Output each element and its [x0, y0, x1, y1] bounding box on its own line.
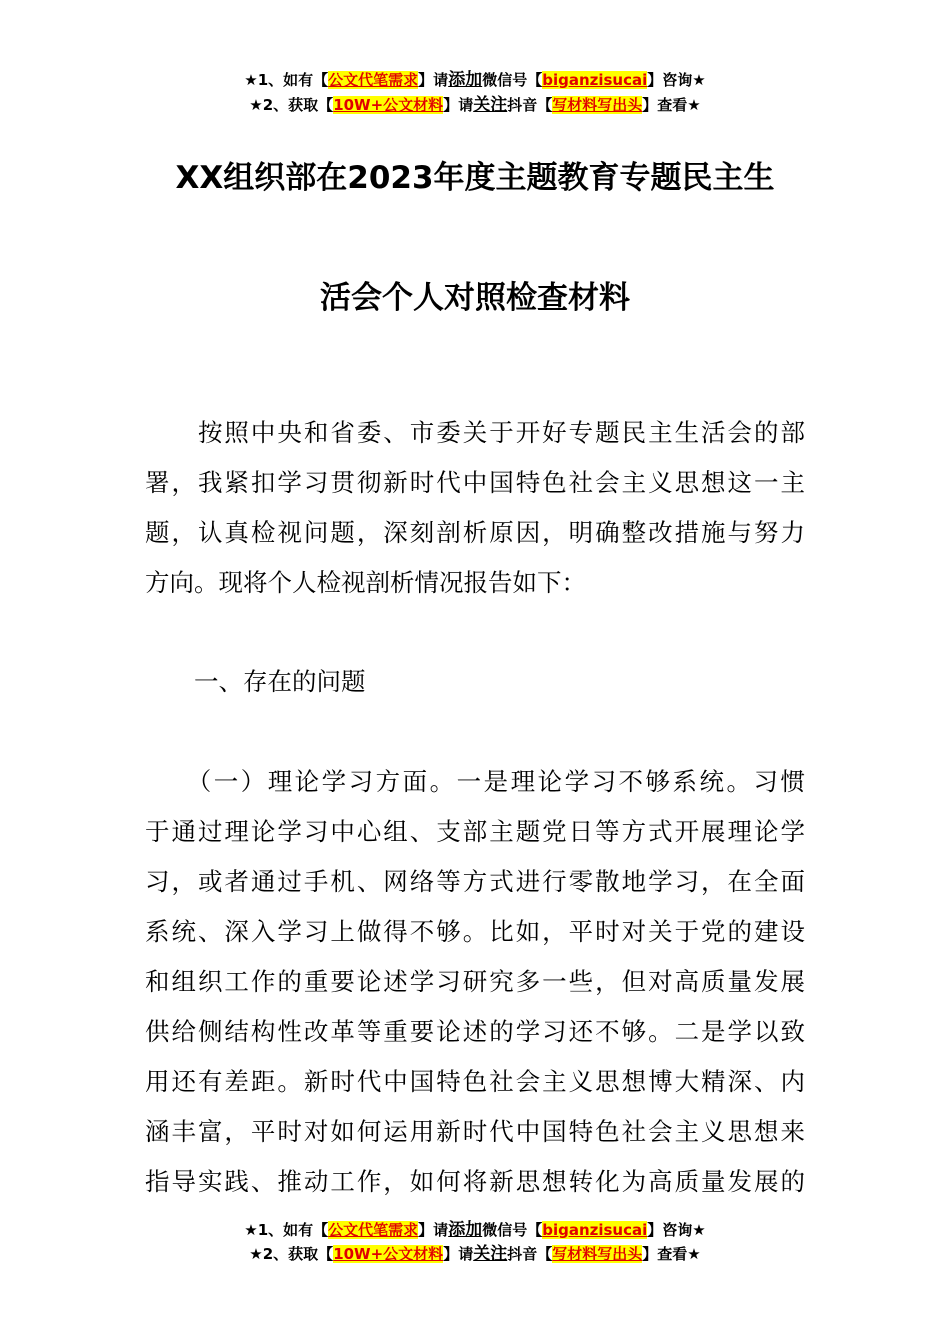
banner-text: ★1、如有【	[244, 71, 329, 89]
underlined-text: 添加	[448, 70, 483, 90]
banner-text: 微信号【	[482, 71, 543, 89]
banner-text: 抖音【	[507, 1245, 553, 1263]
underlined-text: 关注	[473, 1244, 508, 1264]
paragraph-line: 方向。现将个人检视剖析情况报告如下：	[145, 568, 586, 597]
paragraph-line: 题，认真检视问题，深刻剖析原因，明确整改措施与努力	[145, 518, 805, 547]
banner-bottom-line-2	[0, 1242, 950, 1266]
paragraph-line: （一）理论学习方面。一是理论学习不够系统。习惯	[145, 767, 805, 796]
banner-text: 】请	[443, 1245, 474, 1263]
wechat-id: biganzisucai	[542, 1221, 648, 1239]
highlight-text: 10W+公文材料	[333, 96, 444, 114]
highlight-text: 10W+公文材料	[333, 1245, 444, 1263]
banner-text: 抖音【	[507, 96, 553, 114]
banner-text: ★1、如有【	[244, 1221, 329, 1239]
banner-text: ★2、获取【	[249, 1245, 334, 1263]
paragraph-line: 涵丰富，平时对如何运用新时代中国特色社会主义思想来	[145, 1117, 805, 1146]
banner-text: 微信号【	[482, 1221, 543, 1239]
banner-text: 】请	[443, 96, 474, 114]
paragraph-line: 习，或者通过手机、网络等方式进行零散地学习，在全面	[145, 867, 805, 896]
paragraph-line: 和组织工作的重要论述学习研究多一些，但对高质量发展	[145, 967, 805, 996]
paragraph-line: 署，我紧扣学习贯彻新时代中国特色社会主义思想这一主	[145, 468, 805, 497]
underlined-text: 添加	[448, 1220, 483, 1240]
highlight-text: 写材料写出头	[552, 1245, 643, 1263]
document-title-line-2: 活会个人对照检查材料	[320, 280, 630, 316]
banner-text: 】查看★	[642, 96, 701, 114]
paragraph-line: 于通过理论学习中心组、支部主题党日等方式开展理论学	[145, 817, 805, 846]
highlight-text: 公文代笔需求	[328, 71, 419, 89]
banner-text: ★2、获取【	[249, 96, 334, 114]
banner-text: 】请	[418, 1221, 449, 1239]
paragraph-line: 供给侧结构性改革等重要论述的学习还不够。二是学以致	[145, 1017, 805, 1046]
paragraph-line: 系统、深入学习上做得不够。比如，平时对关于党的建设	[145, 917, 805, 946]
wechat-id: biganzisucai	[542, 71, 648, 89]
highlight-text: 写材料写出头	[552, 96, 643, 114]
banner-text: 】咨询★	[647, 71, 706, 89]
banner-text: 】查看★	[642, 1245, 701, 1263]
paragraph-line: 一、存在的问题	[145, 667, 366, 696]
banner-text: 】请	[418, 71, 449, 89]
paragraph-line: 按照中央和省委、市委关于开好专题民主生活会的部	[145, 418, 805, 447]
banner-top-line-1	[0, 68, 950, 92]
banner-text: 】咨询★	[647, 1221, 706, 1239]
document-title-line-1: XX组织部在2023年度主题教育专题民主生	[175, 160, 775, 196]
banner-bottom-line-1	[0, 1218, 950, 1242]
underlined-text: 关注	[473, 95, 508, 115]
banner-top-line-2	[0, 93, 950, 117]
paragraph-line: 用还有差距。新时代中国特色社会主义思想博大精深、内	[145, 1067, 805, 1096]
highlight-text: 公文代笔需求	[328, 1221, 419, 1239]
paragraph-line: 指导实践、推动工作，如何将新思想转化为高质量发展的	[145, 1167, 805, 1196]
